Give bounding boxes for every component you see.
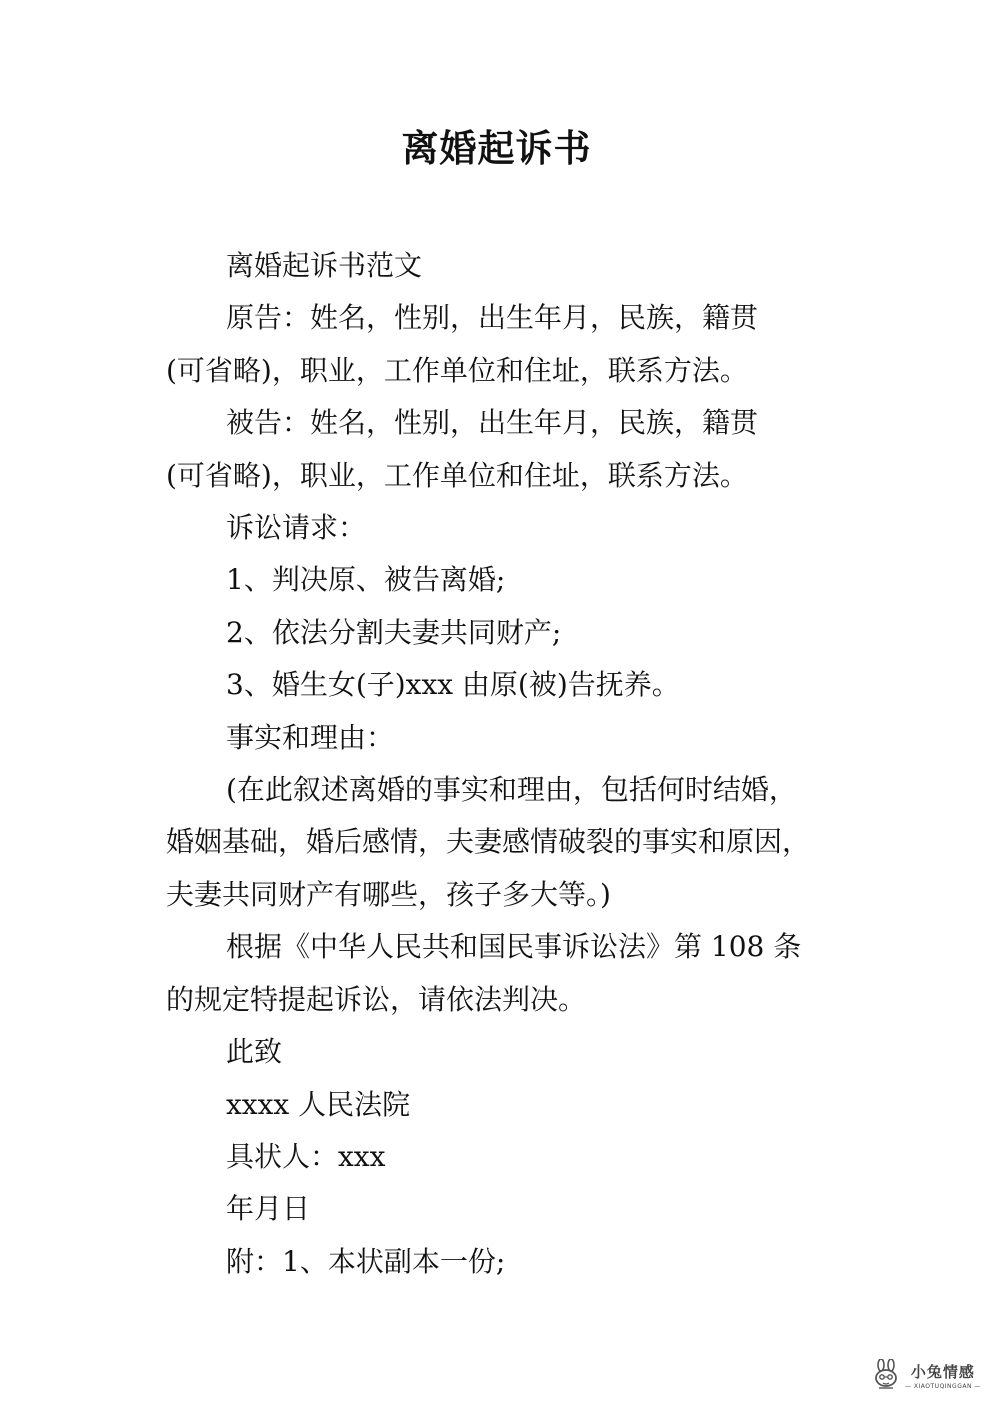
facts-line-1: (在此叙述离婚的事实和理由，包括何时结婚， [226, 773, 797, 807]
document-title: 离婚起诉书 [401, 127, 592, 170]
watermark-text [905, 1361, 981, 1390]
claim-item: 1、判决原、被告离婚; [226, 563, 506, 597]
facts-line-3: 夫妻共同财产有哪些，孩子多大等。) [166, 877, 611, 911]
salutation: 此致 [226, 1035, 283, 1069]
court-name: xxxx 人民法院 [226, 1087, 411, 1121]
watermark-en: — XIAOTUQINGGAN — [905, 1382, 981, 1390]
legal-basis-paragraph [166, 921, 846, 1026]
rabbit-logo-icon [871, 1359, 901, 1391]
facts-heading: 事实和理由： [226, 720, 395, 754]
plaintiff-line-2: (可省略)，职业，工作单位和住址，联系方法。 [166, 353, 748, 387]
date: 年月日 [226, 1192, 311, 1226]
basis-line-2: 的规定特提起诉讼，请依法判决。 [166, 982, 587, 1016]
petitioner: 具状人：xxx [226, 1139, 386, 1173]
subtitle: 离婚起诉书范文 [226, 249, 423, 282]
facts-paragraph [166, 764, 846, 921]
claim-item: 3、婚生女(子)xxx 由原(被)告抚养。 [226, 668, 680, 702]
watermark-cn: 小兔情感 [910, 1362, 975, 1381]
document-body [166, 240, 846, 1288]
claims-heading: 诉讼请求： [226, 511, 367, 545]
facts-line-2: 婚姻基础，婚后感情，夫妻感情破裂的事实和原因， [166, 825, 811, 859]
plaintiff-line-1: 原告：姓名，性别，出生年月，民族，籍贯 [226, 301, 759, 335]
plaintiff-paragraph [166, 292, 846, 397]
defendant-line-1: 被告：姓名，性别，出生年月，民族，籍贯 [226, 406, 759, 440]
claim-item: 2、依法分割夫妻共同财产; [226, 615, 562, 649]
basis-line-1: 根据《中华人民共和国民事诉讼法》第 108 条 [226, 930, 802, 964]
attachment: 附：1、本状副本一份; [226, 1244, 506, 1278]
defendant-line-2: (可省略)，职业，工作单位和住址，联系方法。 [166, 458, 748, 492]
defendant-paragraph [166, 397, 846, 502]
watermark [871, 1354, 983, 1396]
